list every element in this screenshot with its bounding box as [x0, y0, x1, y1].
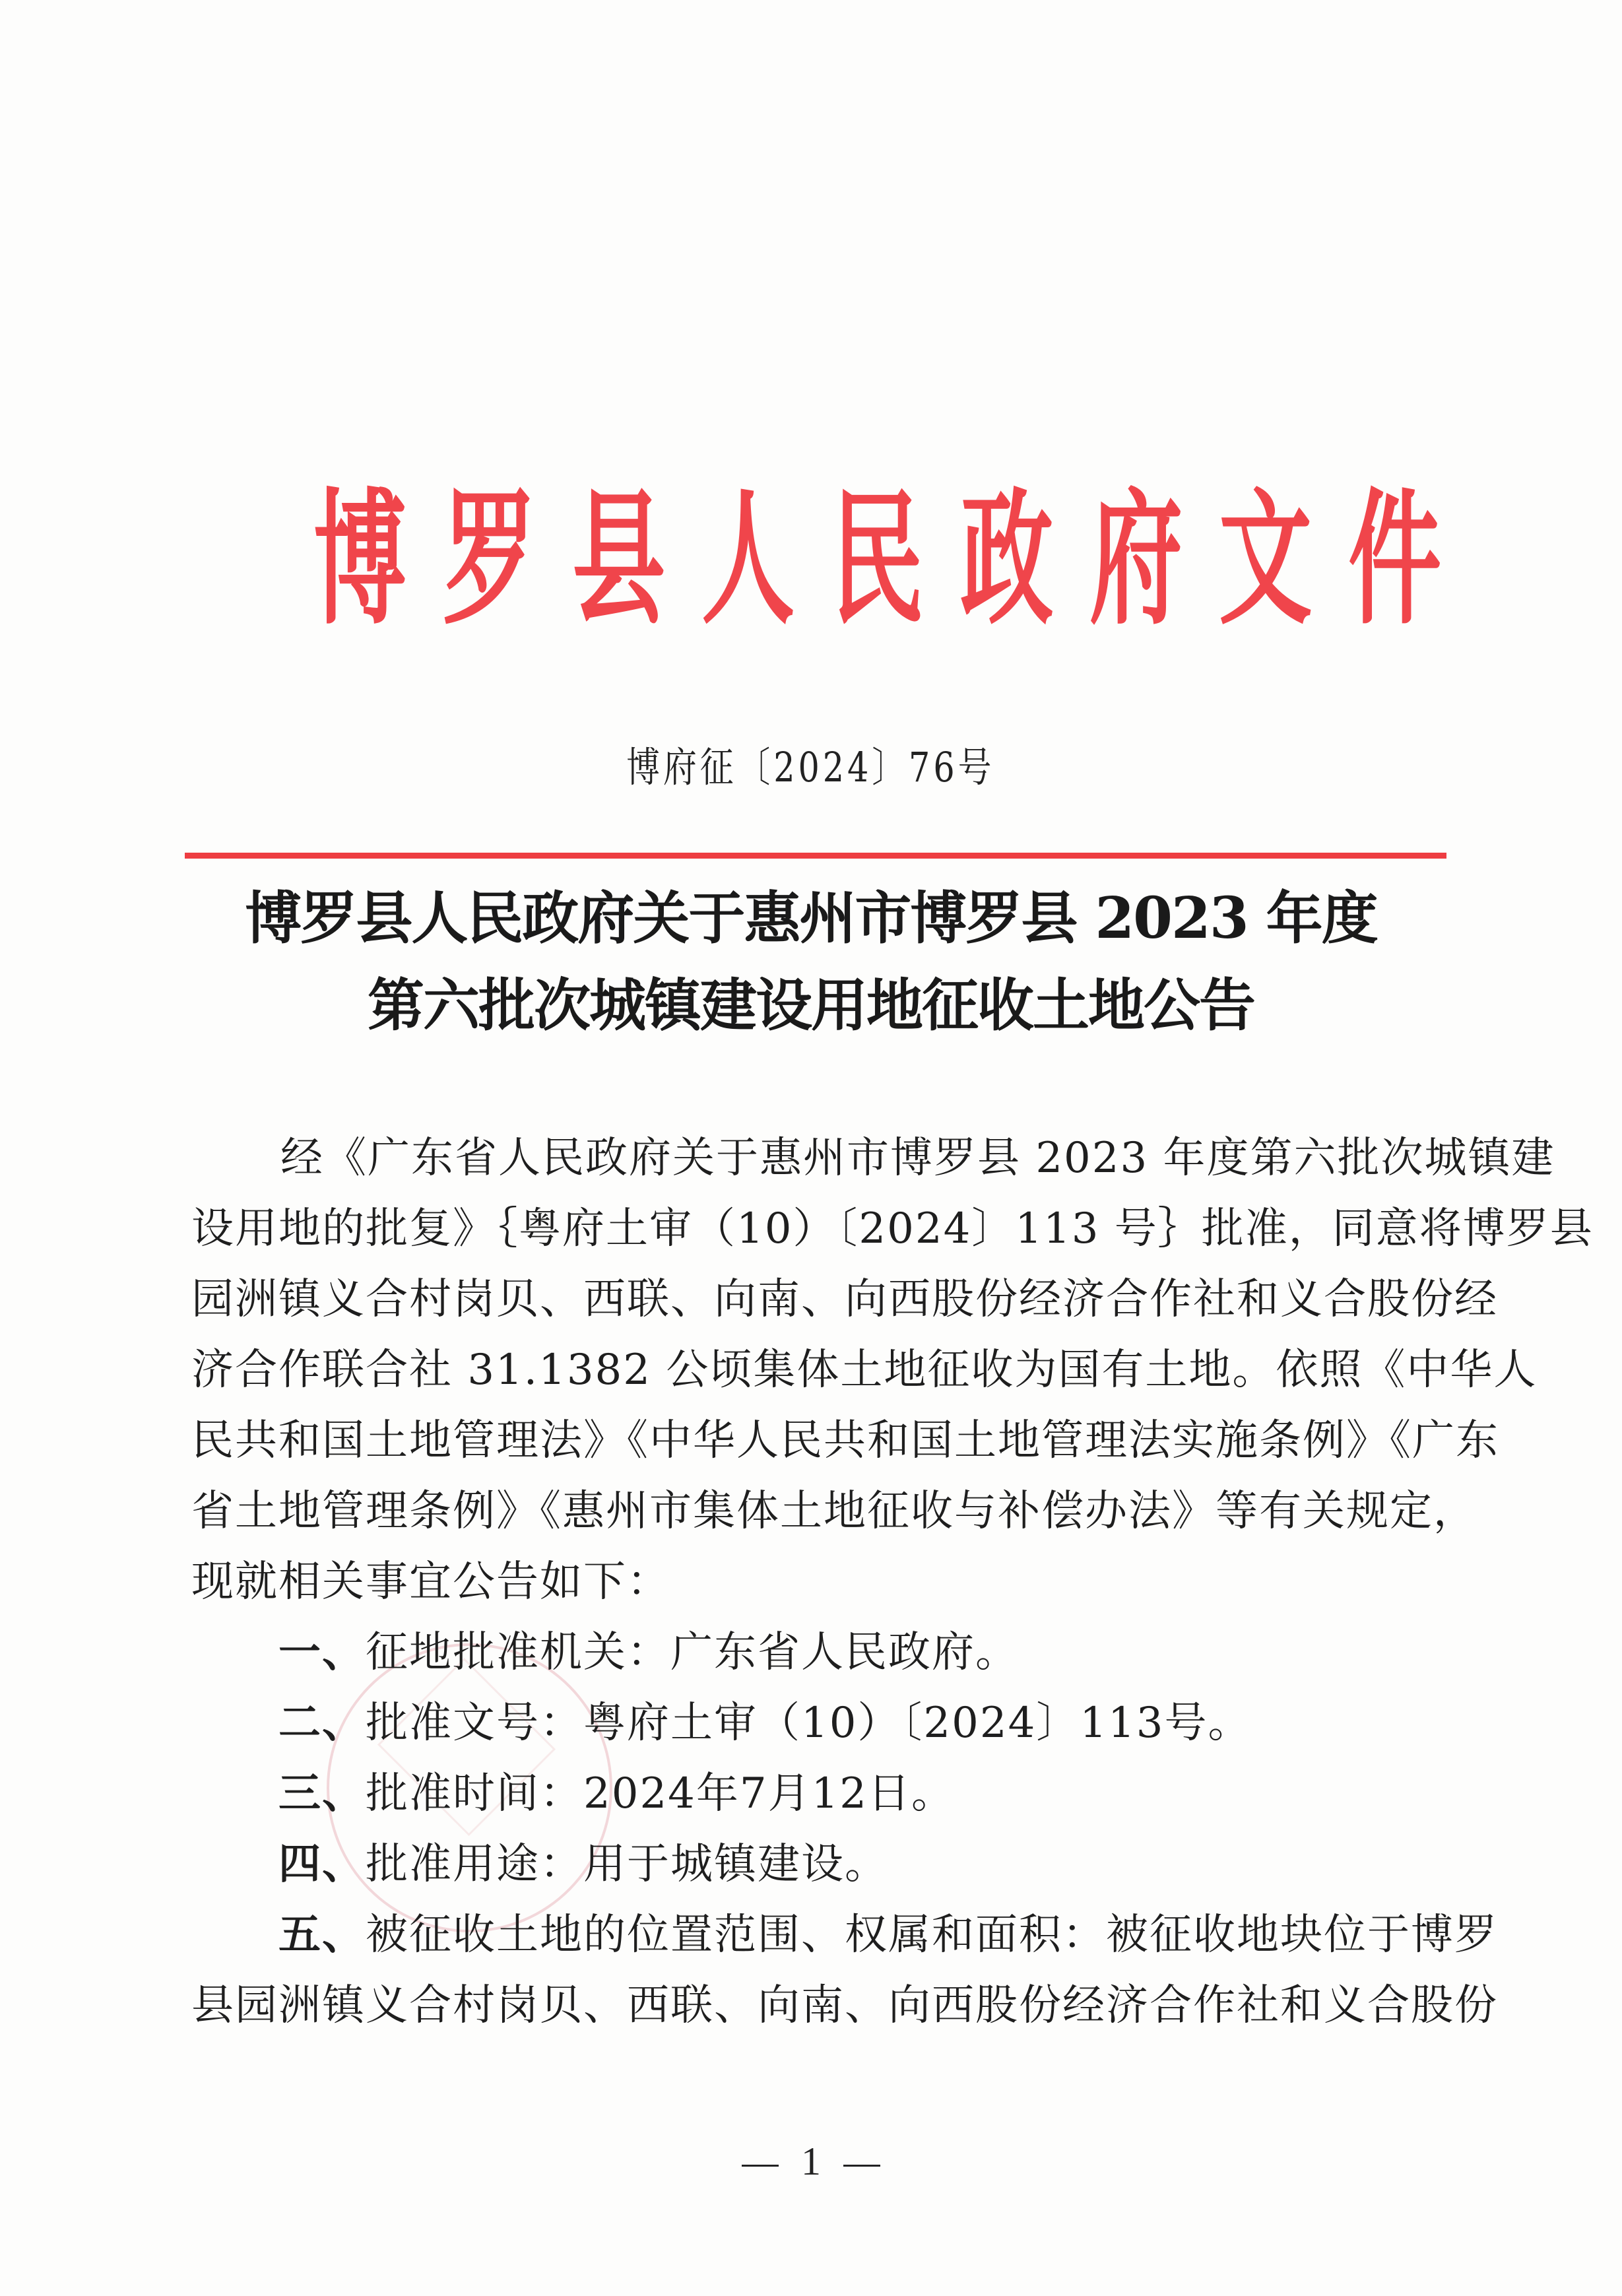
list-item-approval-date	[191, 1759, 1440, 1829]
red-divider-rule	[185, 853, 1446, 859]
masthead-char: 博	[313, 473, 407, 644]
body-line: 济合作联合社 31.1382 公顷集体土地征收为国有土地。依照《中华人	[191, 1346, 1538, 1394]
item-value: 被征收地块位于博罗	[1106, 1911, 1498, 1959]
notice-body	[191, 1123, 1594, 2041]
document-number: 博府征〔2024〕76号	[626, 743, 995, 791]
body-line: 县园洲镇义合村岗贝、西联、向南、向西股份经济合作社和义合股份	[191, 1981, 1498, 2030]
item-label: 征地批准机关：	[366, 1628, 670, 1677]
masthead-char: 件	[1348, 473, 1442, 644]
item-value: 用于城镇建设。	[583, 1840, 888, 1889]
masthead-char: 政	[960, 473, 1054, 644]
list-item-approval-authority	[191, 1618, 1440, 1688]
body-line: 省土地管理条例》《惠州市集体土地征收与补偿办法》等有关规定，	[191, 1487, 1477, 1536]
masthead-char: 民	[831, 473, 925, 644]
masthead-char: 罗	[443, 473, 536, 644]
item-value: 2024年7月12日。	[583, 1769, 956, 1818]
page-number-dash	[742, 2165, 779, 2167]
list-item-approved-use	[191, 1829, 1440, 1900]
notice-title-line-2: 第六批次城镇建设用地征收土地公告	[368, 972, 1254, 1039]
page-number-value: 1	[801, 2140, 821, 2183]
page-number-dash	[843, 2165, 880, 2167]
item-number: 一、	[278, 1628, 366, 1677]
list-item-land-location	[191, 1900, 1498, 1971]
item-number: 五、	[278, 1911, 366, 1959]
item-value: 粤府土审（10）〔2024〕113号。	[583, 1699, 1252, 1748]
item-label: 被征收土地的位置范围、权属和面积：	[366, 1911, 1106, 1959]
body-line: 设用地的批复》｛粤府土审（10）〔2024〕113 号｝批准，同意将博罗县	[191, 1204, 1594, 1253]
item-value: 广东省人民政府。	[670, 1628, 1019, 1677]
item-label: 批准文号：	[366, 1699, 583, 1748]
masthead-char: 文	[1219, 473, 1313, 644]
masthead-title	[290, 473, 1442, 644]
masthead-char: 人	[701, 473, 795, 644]
body-line: 园洲镇义合村岗贝、西联、向南、向西股份经济合作社和义合股份经	[191, 1275, 1498, 1324]
item-label: 批准用途：	[366, 1840, 583, 1889]
item-number: 二、	[278, 1699, 366, 1748]
body-line: 经《广东省人民政府关于惠州市博罗县 2023 年度第六批次城镇建	[280, 1134, 1555, 1183]
masthead-char: 府	[1089, 473, 1183, 644]
notice-title-line-1: 博罗县人民政府关于惠州市博罗县 2023 年度	[245, 885, 1377, 952]
page-number	[0, 2138, 1622, 2184]
item-number: 四、	[278, 1840, 366, 1889]
body-line: 民共和国土地管理法》《中华人民共和国土地管理法实施条例》《广东	[191, 1416, 1499, 1465]
item-label: 批准时间：	[366, 1769, 583, 1818]
item-number: 三、	[278, 1769, 366, 1818]
body-line: 现就相关事宜公告如下：	[191, 1558, 670, 1606]
masthead-char: 县	[572, 473, 666, 644]
list-item-approval-document-number	[191, 1688, 1440, 1759]
